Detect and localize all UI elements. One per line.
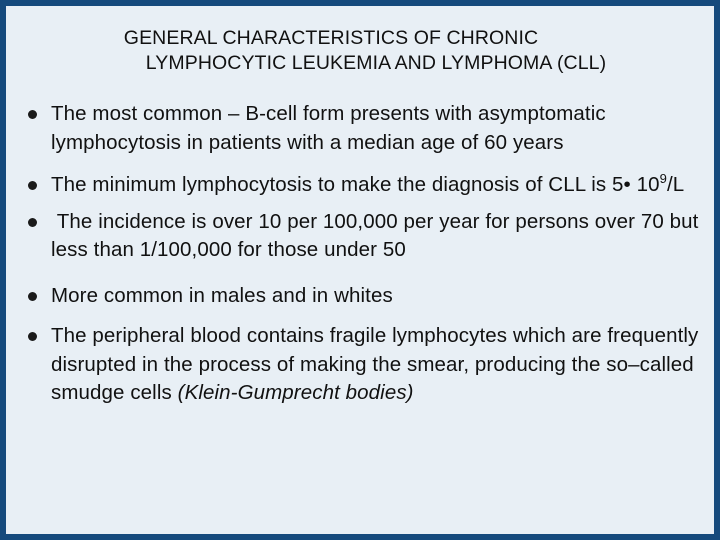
- bullet-item: [26, 282, 716, 311]
- bullet-text: The most common – B-cell form presents with asymptomatic lymphocytosis in patients with a median age of 60 years: [51, 102, 606, 154]
- bullet-dot-icon: [28, 292, 37, 301]
- bullet-text-suffix: /L: [666, 173, 685, 196]
- bullet-list: [26, 100, 716, 408]
- bullet-text: The peripheral blood contains fragile lymphocytes which are frequently disrupted in the process of making the smear, producing the so–called smudge cells: [51, 324, 699, 404]
- bullet-item: [26, 171, 716, 200]
- bullet-text: More common in males and in whites: [51, 283, 393, 307]
- bullet-dot-icon: [28, 332, 37, 341]
- bullet-dot-icon: [28, 110, 37, 119]
- slide-title: [46, 26, 686, 76]
- bullet-item: [26, 208, 716, 265]
- bullet-text: The minimum lymphocytosis to make the diagnosis of CLL is 5• 10: [51, 173, 660, 196]
- bullet-dot-icon: [28, 218, 37, 227]
- bullet-dot-icon: [28, 181, 37, 190]
- title-line-2: LYMPHOCYTIC LEUKEMIA AND LYMPHOMA (CLL): [145, 52, 607, 74]
- bullet-item: [26, 100, 716, 157]
- bullet-item: [26, 322, 716, 408]
- bullet-italic-text: (Klein-Gumprecht bodies): [177, 381, 414, 404]
- title-line-1: GENERAL CHARACTERISTICS OF CHRONIC: [123, 27, 539, 49]
- bullet-text: The incidence is over 10 per 100,000 per year for persons over 70 but less than 1/100,000 for those under 50: [51, 209, 705, 261]
- bullet-superscript: 9: [659, 171, 667, 186]
